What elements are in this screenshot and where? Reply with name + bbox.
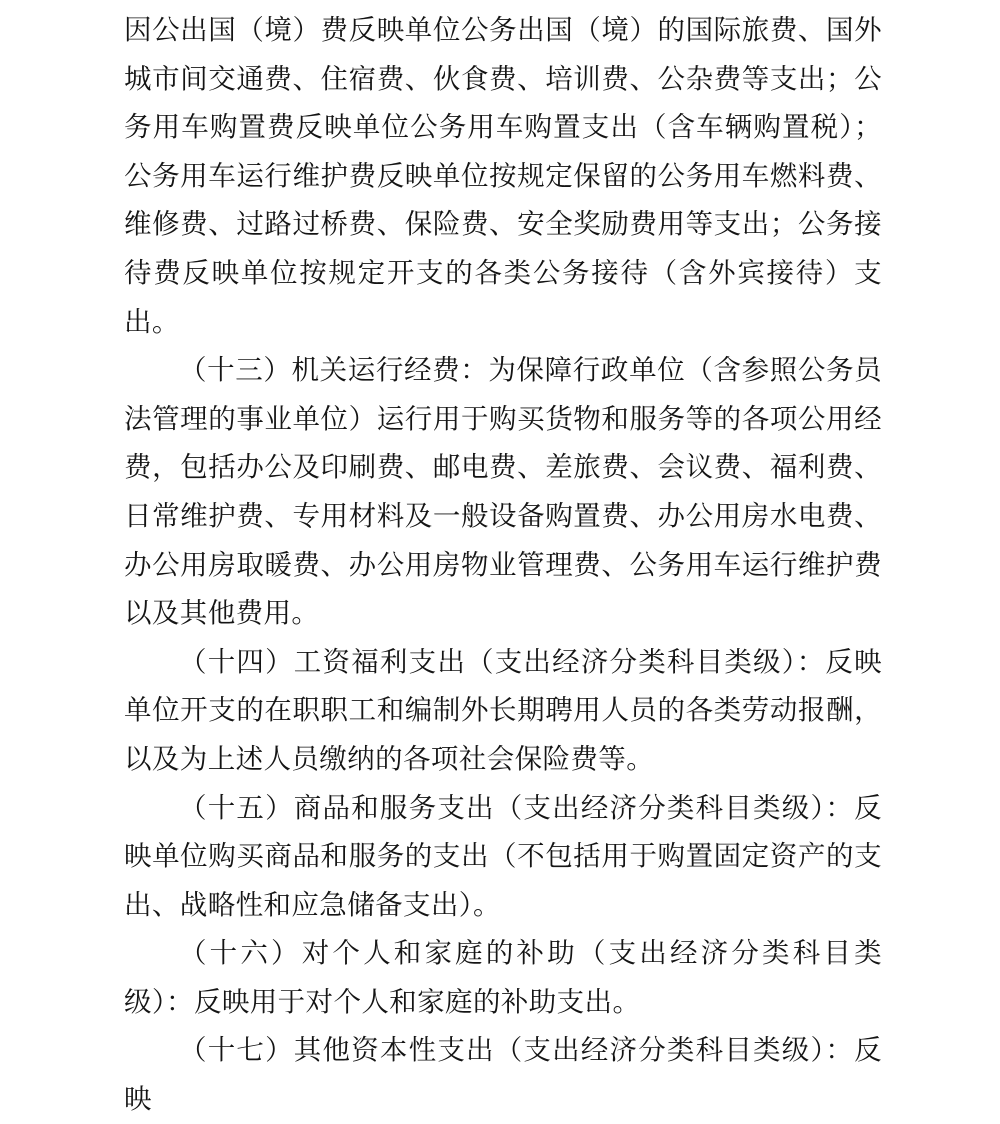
paragraph-17-other-capital: （十七）其他资本性支出（支出经济分类科目类级）：反映: [124, 1034, 882, 1116]
paragraph-travel-vehicle-hospitality: 因公出国（境）费反映单位公务出国（境）的国际旅费、国外城市间交通费、住宿费、伙食费、培训费、公杂费等支出；公务用车购置费反映单位公务用车购置支出（含车辆购置税）；公务用车运行维护费反映单位按规定保留的公务用车燃料费、维修费、过路过桥费、保险费、安全奖励费用等支出；公务接待费反映单位按规定开支的各类公务接待（含外宾接待）支出。: [124, 14, 882, 338]
paragraph-16-subsidies-individuals-families: （十六）对个人和家庭的补助（支出经济分类科目类级）：反映用于对个人和家庭的补助支出。: [124, 937, 882, 1018]
paragraph-14-salary-welfare: （十四）工资福利支出（支出经济分类科目类级）：反映单位开支的在职职工和编制外长期聘用人员的各类劳动报酬，以及为上述人员缴纳的各项社会保险费等。: [124, 645, 882, 775]
document-body: [124, 6, 882, 1124]
paragraph-15-goods-services: （十五）商品和服务支出（支出经济分类科目类级）：反映单位购买商品和服务的支出（不包括用于购置固定资产的支出、战略性和应急储备支出）。: [124, 791, 882, 921]
paragraph-13-agency-operating-funds: （十三）机关运行经费：为保障行政单位（含参照公务员法管理的事业单位）运行用于购买货物和服务等的各项公用经费，包括办公及印刷费、邮电费、差旅费、会议费、福利费、日常维护费、专用材料及一般设备购置费、办公用房水电费、办公用房取暖费、办公用房物业管理费、公务用车运行维护费以及其他费用。: [124, 354, 882, 630]
